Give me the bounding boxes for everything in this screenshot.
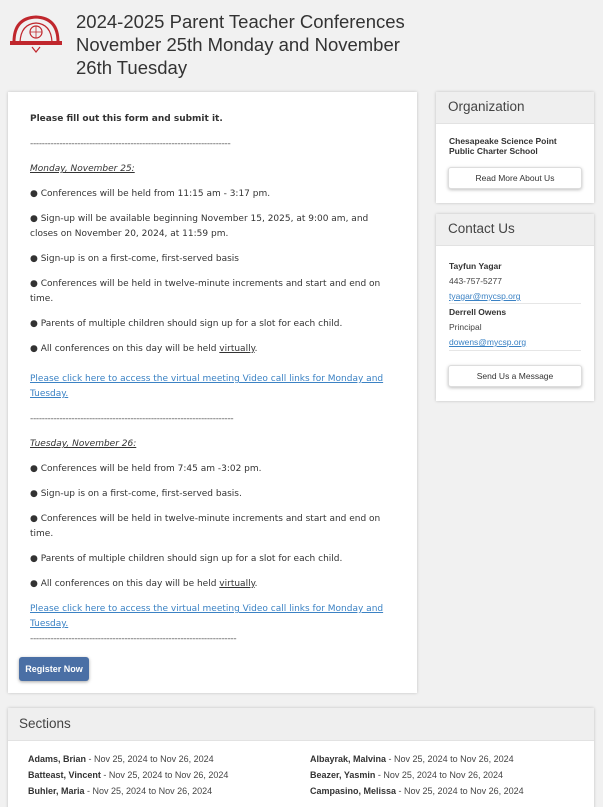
divider: ---------------------------------------------------------------------- — [30, 634, 237, 644]
page-title: 2024-2025 Parent Teacher Conferences November 25th Monday and November 26th Tuesday — [76, 11, 405, 78]
monday-bullet-increments: ● Conferences will be held in twelve-minute increments and start and end on time. — [30, 279, 381, 304]
section-item[interactable]: Buhler, Maria - Nov 25, 2024 to Nov 26, 2024 — [28, 786, 213, 796]
conference-info-card — [8, 92, 417, 693]
contact-card — [436, 214, 594, 401]
sections-heading: Sections — [8, 708, 594, 741]
section-item[interactable]: Adams, Brian - Nov 25, 2024 to Nov 26, 2024 — [28, 754, 214, 764]
monday-video-link[interactable]: Please click here to access the virtual meeting Video call links for Monday and Tuesday. — [30, 374, 384, 399]
contact-divider — [449, 350, 581, 351]
monday-bullet-first-come: ● Sign-up is on a first-come, first-served basis — [30, 254, 239, 264]
tuesday-bullet-hours: ● Conferences will be held from 7:45 am -3:02 pm. — [30, 464, 262, 474]
monday-bullet-signup: ● Sign-up will be available beginning November 15, 2025, at 9:00 am, and closes on November 20, 2024, at 11:59 pm. — [30, 214, 369, 239]
register-now-button[interactable]: Register Now — [19, 657, 89, 681]
divider: -------------------------------------------------------------------- — [30, 139, 231, 149]
contact-email-link[interactable]: dowens@mycsp.org — [449, 337, 527, 347]
tuesday-bullet-virtual: ● All conferences on this day will be held virtually. — [30, 579, 258, 589]
contact-phone: 443-757-5277 — [449, 276, 502, 286]
tuesday-video-link[interactable]: Please click here to access the virtual meeting Video call links for Monday and Tuesday. — [30, 604, 384, 629]
section-item[interactable]: Albayrak, Malvina - Nov 25, 2024 to Nov 26, 2024 — [310, 754, 514, 764]
tuesday-bullet-first-come: ● Sign-up is on a first-come, first-served basis. — [30, 489, 242, 499]
section-item[interactable]: Batteast, Vincent - Nov 25, 2024 to Nov 26, 2024 — [28, 770, 229, 780]
contact-name: Tayfun Yagar — [449, 261, 502, 271]
send-message-button[interactable]: Send Us a Message — [448, 365, 582, 387]
sections-card — [8, 708, 594, 807]
intro-text: Please fill out this form and submit it. — [30, 114, 223, 124]
tuesday-bullet-increments: ● Conferences will be held in twelve-minute increments and start and end on time. — [30, 514, 381, 539]
organization-name: Chesapeake Science Point Public Charter School — [449, 136, 557, 156]
school-logo[interactable] — [8, 12, 64, 54]
monday-heading: Monday, November 25: — [30, 164, 135, 174]
organization-card — [436, 92, 594, 203]
section-item[interactable]: Beazer, Yasmin - Nov 25, 2024 to Nov 26, 2024 — [310, 770, 503, 780]
tuesday-bullet-multiple-children: ● Parents of multiple children should sign up for a slot for each child. — [30, 554, 343, 564]
contact-email-link[interactable]: tyagar@mycsp.org — [449, 291, 521, 301]
contact-name: Derrell Owens — [449, 307, 507, 317]
organization-heading: Organization — [436, 92, 594, 124]
contact-heading: Contact Us — [436, 214, 594, 246]
contact-divider — [449, 303, 581, 304]
monday-bullet-multiple-children: ● Parents of multiple children should sign up for a slot for each child. — [30, 319, 343, 329]
tuesday-heading: Tuesday, November 26: — [30, 439, 137, 449]
page-header — [0, 0, 603, 90]
section-item[interactable]: Campasino, Melissa - Nov 25, 2024 to Nov 26, 2024 — [310, 786, 524, 796]
monday-bullet-hours: ● Conferences will be held from 11:15 am - 3:17 pm. — [30, 189, 271, 199]
monday-bullet-virtual: ● All conferences on this day will be held virtually. — [30, 344, 258, 354]
contact-role: Principal — [449, 322, 482, 332]
divider: --------------------------------------------------------------------- — [30, 414, 234, 424]
read-more-button[interactable]: Read More About Us — [448, 167, 582, 189]
